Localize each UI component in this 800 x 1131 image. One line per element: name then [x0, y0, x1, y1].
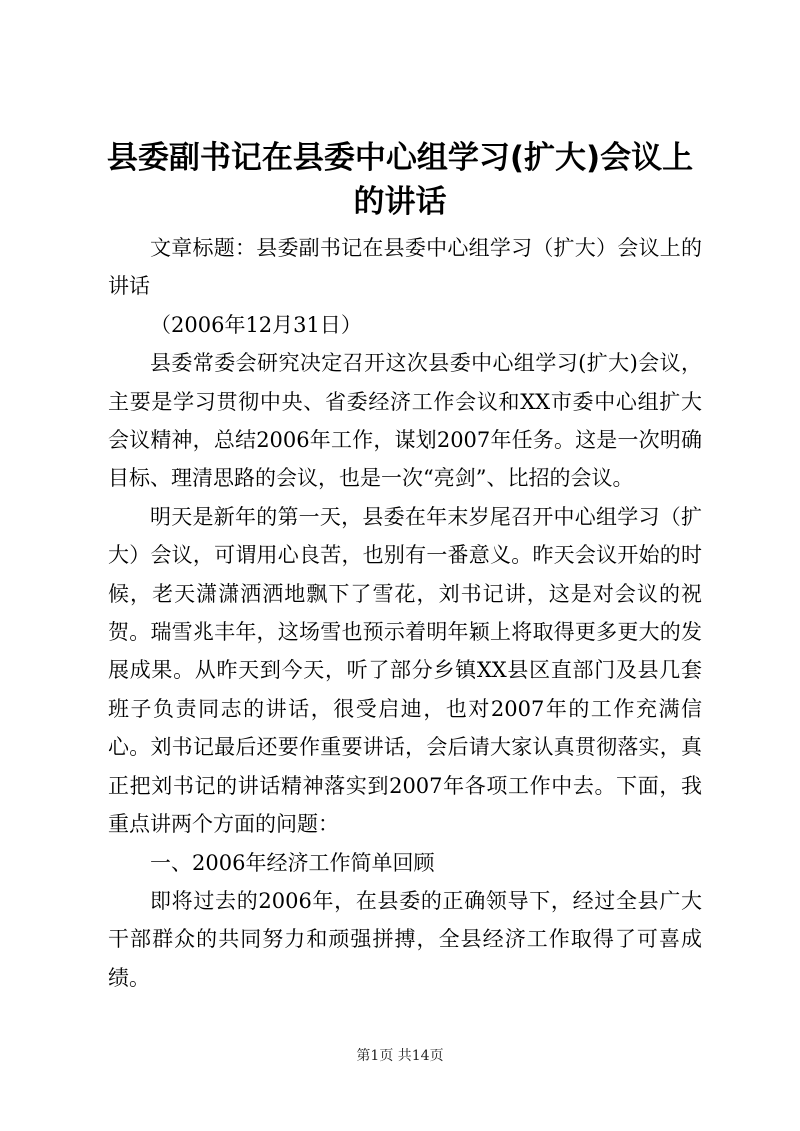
paragraph-date: （2006年12月31日）	[150, 312, 362, 337]
paragraph-intro: 县委常委会研究决定召开这次县委中心组学习(扩大)会议，主要是学习贯彻中央、省委经济工作会议和XX市委中心组扩大会议精神，总结2006年工作，谋划2007年任务。这是一次明确目标、理清思路的会议，也是一次“亮剑”、比招的会议。	[108, 351, 702, 491]
document-title: 县委副书记在县委中心组学习(扩大)会议上的讲话	[106, 140, 694, 220]
document-body	[108, 229, 702, 997]
page-footer: 第1页 共14页	[356, 1048, 444, 1064]
section-heading-review: 一、2006年经济工作简单回顾	[150, 850, 435, 875]
paragraph-new-year: 明天是新年的第一天，县委在年末岁尾召开中心组学习（扩大）会议，可谓用心良苦，也别有一番意义。昨天会议开始的时候，老天潇潇洒洒地飘下了雪花，刘书记讲，这是对会议的祝贺。瑞雪兆丰年，这场雪也预示着明年颖上将取得更多更大的发展成果。从昨天到今天，听了部分乡镇XX县区直部门及县几套班子负责同志的讲话，很受启迪，也对2007年的工作充满信心。刘书记最后还要作重要讲话，会后请大家认真贯彻落实，真正把刘书记的讲话精神落实到2007年各项工作中去。下面，我重点讲两个方面的问题：	[108, 504, 702, 837]
paragraph-review: 即将过去的2006年，在县委的正确领导下，经过全县广大干部群众的共同努力和顽强拼搏，全县经济工作取得了可喜成绩。	[108, 888, 702, 990]
paragraph-article-title: 文章标题：县委副书记在县委中心组学习（扩大）会议上的讲话	[108, 236, 702, 299]
